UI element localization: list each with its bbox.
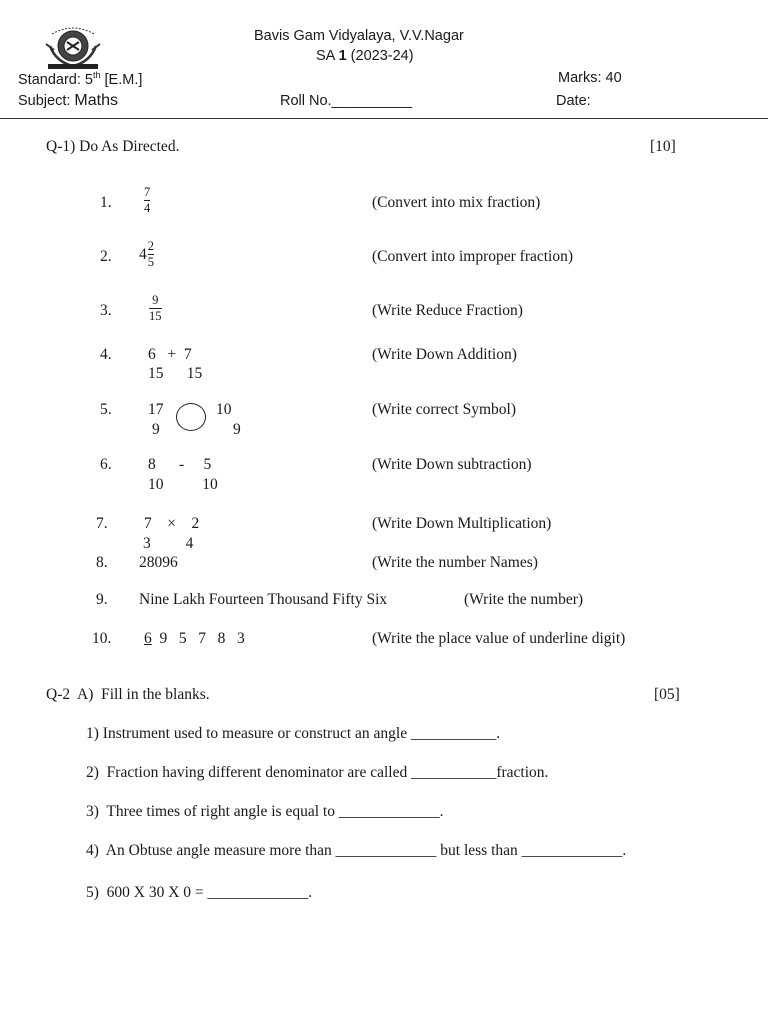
q1-item-7-instruction: (Write Down Multiplication) — [372, 515, 552, 532]
q1-item-8-number: 8. — [96, 554, 108, 571]
q1-item-9-text: Nine Lakh Fourteen Thousand Fifty Six — [139, 591, 388, 608]
q1-item-1-fraction — [144, 186, 150, 215]
q1-item-5-right-numerator: 10 — [216, 401, 232, 418]
q1-item-2-number: 2. — [100, 248, 112, 265]
q1-item-5-number: 5. — [100, 401, 112, 418]
whole-number: 4 — [139, 245, 147, 263]
q1-item-9-instruction: (Write the number) — [464, 591, 584, 608]
q1-marks: [10] — [650, 138, 676, 155]
q1-item-6-numerators: 8 - 5 — [148, 456, 212, 473]
q1-item-4-number: 4. — [100, 346, 112, 363]
q2-blank-2: 2) Fraction having different denominator are called ___________fraction. — [86, 764, 549, 781]
q1-item-1-instruction: (Convert into mix fraction) — [372, 194, 541, 211]
q1-item-5-right-denominator: 9 — [233, 421, 241, 438]
remaining-digits: 9 5 7 8 3 — [151, 630, 245, 647]
q1-item-6-denominators: 10 10 — [148, 476, 218, 493]
q1-item-7-denominators: 3 4 — [143, 535, 194, 552]
exam-number: 1 — [338, 48, 347, 64]
q1-title: Q-1) Do As Directed. — [46, 138, 180, 155]
q1-item-5-left-denominator: 9 — [152, 421, 160, 438]
q1-item-4-numerators: 6 + 7 — [148, 346, 192, 363]
q2-blank-4: 4) An Obtuse angle measure more than _____________ but less than _____________. — [86, 842, 627, 859]
q1-item-7-numerators: 7 × 2 — [144, 515, 200, 532]
q1-item-2-instruction: (Convert into improper fraction) — [372, 248, 574, 265]
q1-item-3-number: 3. — [100, 302, 112, 319]
q1-item-2-mixed-fraction — [139, 240, 154, 269]
school-name: Bavis Gam Vidyalaya, V.V.Nagar — [254, 28, 464, 44]
q1-item-4-denominators: 15 15 — [148, 365, 203, 382]
exam-year: (2023-24) — [346, 48, 414, 64]
numerator: 7 — [144, 185, 151, 199]
numerator: 9 — [152, 293, 159, 307]
q1-item-5-left-numerator: 17 — [148, 401, 164, 418]
underlined-digit: 6 — [144, 630, 152, 647]
standard-medium: [E.M.] — [100, 71, 143, 88]
date-field: Date: — [556, 93, 591, 109]
standard-label: Standard: 5 — [18, 71, 93, 88]
q1-item-1-number: 1. — [100, 194, 112, 211]
q1-item-3-instruction: (Write Reduce Fraction) — [372, 302, 523, 319]
q2-marks: [05] — [654, 686, 680, 703]
q1-item-7-number: 7. — [96, 515, 108, 532]
standard-superscript: th — [92, 70, 101, 80]
q1-item-5-instruction: (Write correct Symbol) — [372, 401, 516, 418]
denominator: 15 — [149, 309, 162, 323]
q1-item-6-instruction: (Write Down subtraction) — [372, 456, 532, 473]
symbol-blank-circle — [176, 403, 206, 431]
q1-item-9-number: 9. — [96, 591, 108, 608]
standard-field — [18, 70, 142, 88]
q1-item-8-value: 28096 — [139, 554, 178, 571]
exam-prefix: SA — [316, 48, 339, 64]
subject-value: Maths — [74, 92, 118, 109]
exam-title — [316, 48, 414, 64]
q1-item-3-fraction — [149, 294, 162, 323]
q1-item-10-instruction: (Write the place value of underline digit) — [372, 630, 626, 647]
q2-title: Q-2 A) Fill in the blanks. — [46, 686, 210, 703]
subject-label: Subject: — [18, 93, 75, 109]
q2-blank-3: 3) Three times of right angle is equal to _____________. — [86, 803, 444, 820]
q1-item-10-number: 10. — [92, 630, 112, 647]
denominator: 5 — [147, 255, 154, 269]
numerator: 2 — [147, 239, 154, 253]
q2-blank-5: 5) 600 X 30 X 0 = _____________. — [86, 884, 313, 901]
roll-number-field: Roll No.__________ — [280, 93, 413, 109]
denominator: 4 — [144, 201, 151, 215]
q1-item-6-number: 6. — [100, 456, 112, 473]
marks-field: Marks: 40 — [558, 70, 622, 86]
q1-item-4-instruction: (Write Down Addition) — [372, 346, 517, 363]
q1-item-8-instruction: (Write the number Names) — [372, 554, 538, 571]
school-logo — [44, 24, 102, 70]
q2-blank-1: 1) Instrument used to measure or construct an angle ___________. — [86, 725, 501, 742]
q1-item-10-digits — [144, 630, 245, 648]
header-divider — [0, 118, 768, 119]
subject-field — [18, 92, 118, 110]
